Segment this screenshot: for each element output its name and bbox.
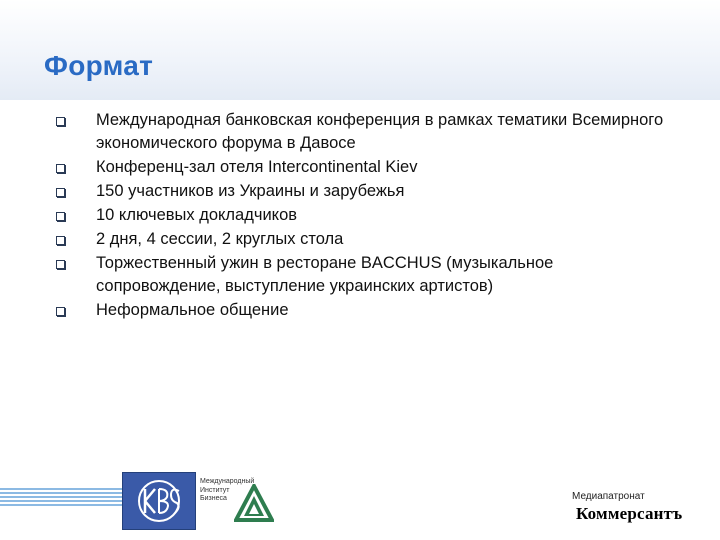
- bullet-item: [56, 204, 676, 227]
- bullet-item: [56, 252, 676, 298]
- bullet-item: [56, 156, 676, 179]
- square-bullet-icon: [56, 236, 65, 245]
- triangle-logo-icon: [234, 484, 274, 524]
- square-bullet-icon: [56, 188, 65, 197]
- logo-line: Институт: [200, 486, 230, 494]
- bullet-text: 2 дня, 4 сессии, 2 круглых стола: [96, 230, 344, 248]
- bullet-item: [56, 228, 676, 251]
- bullet-text: Торжественный ужин в ресторане BACCHUS (музыкальное сопровождение, выступление украинских артистов): [96, 254, 554, 295]
- square-bullet-icon: [56, 117, 65, 126]
- bullet-item: [56, 180, 676, 203]
- institute-logo-icon: [122, 472, 196, 530]
- bullet-item: [56, 299, 676, 322]
- square-bullet-icon: [56, 212, 65, 221]
- media-partner-label: Медиапатронат: [572, 491, 645, 502]
- bullet-text: Неформальное общение: [96, 301, 289, 319]
- bullet-text: 150 участников из Украины и зарубежья: [96, 182, 405, 200]
- bullet-item: [56, 109, 676, 155]
- logo-line: Бизнеса: [200, 495, 227, 502]
- bullet-text: Международная банковская конференция в рамках тематики Всемирного экономического форума в Давосе: [96, 111, 664, 152]
- bullet-text: Конференц-зал отеля Intercontinental Kiev: [96, 158, 418, 176]
- square-bullet-icon: [56, 260, 65, 269]
- bullet-text: 10 ключевых докладчиков: [96, 206, 298, 224]
- media-partner-logo: Коммерсантъ: [576, 504, 683, 523]
- logo-line: Международный: [200, 478, 255, 485]
- square-bullet-icon: [56, 164, 65, 173]
- square-bullet-icon: [56, 307, 65, 316]
- institute-monogram-icon: [123, 473, 195, 529]
- slide-title: Формат: [44, 50, 154, 81]
- bullet-list: [56, 109, 676, 323]
